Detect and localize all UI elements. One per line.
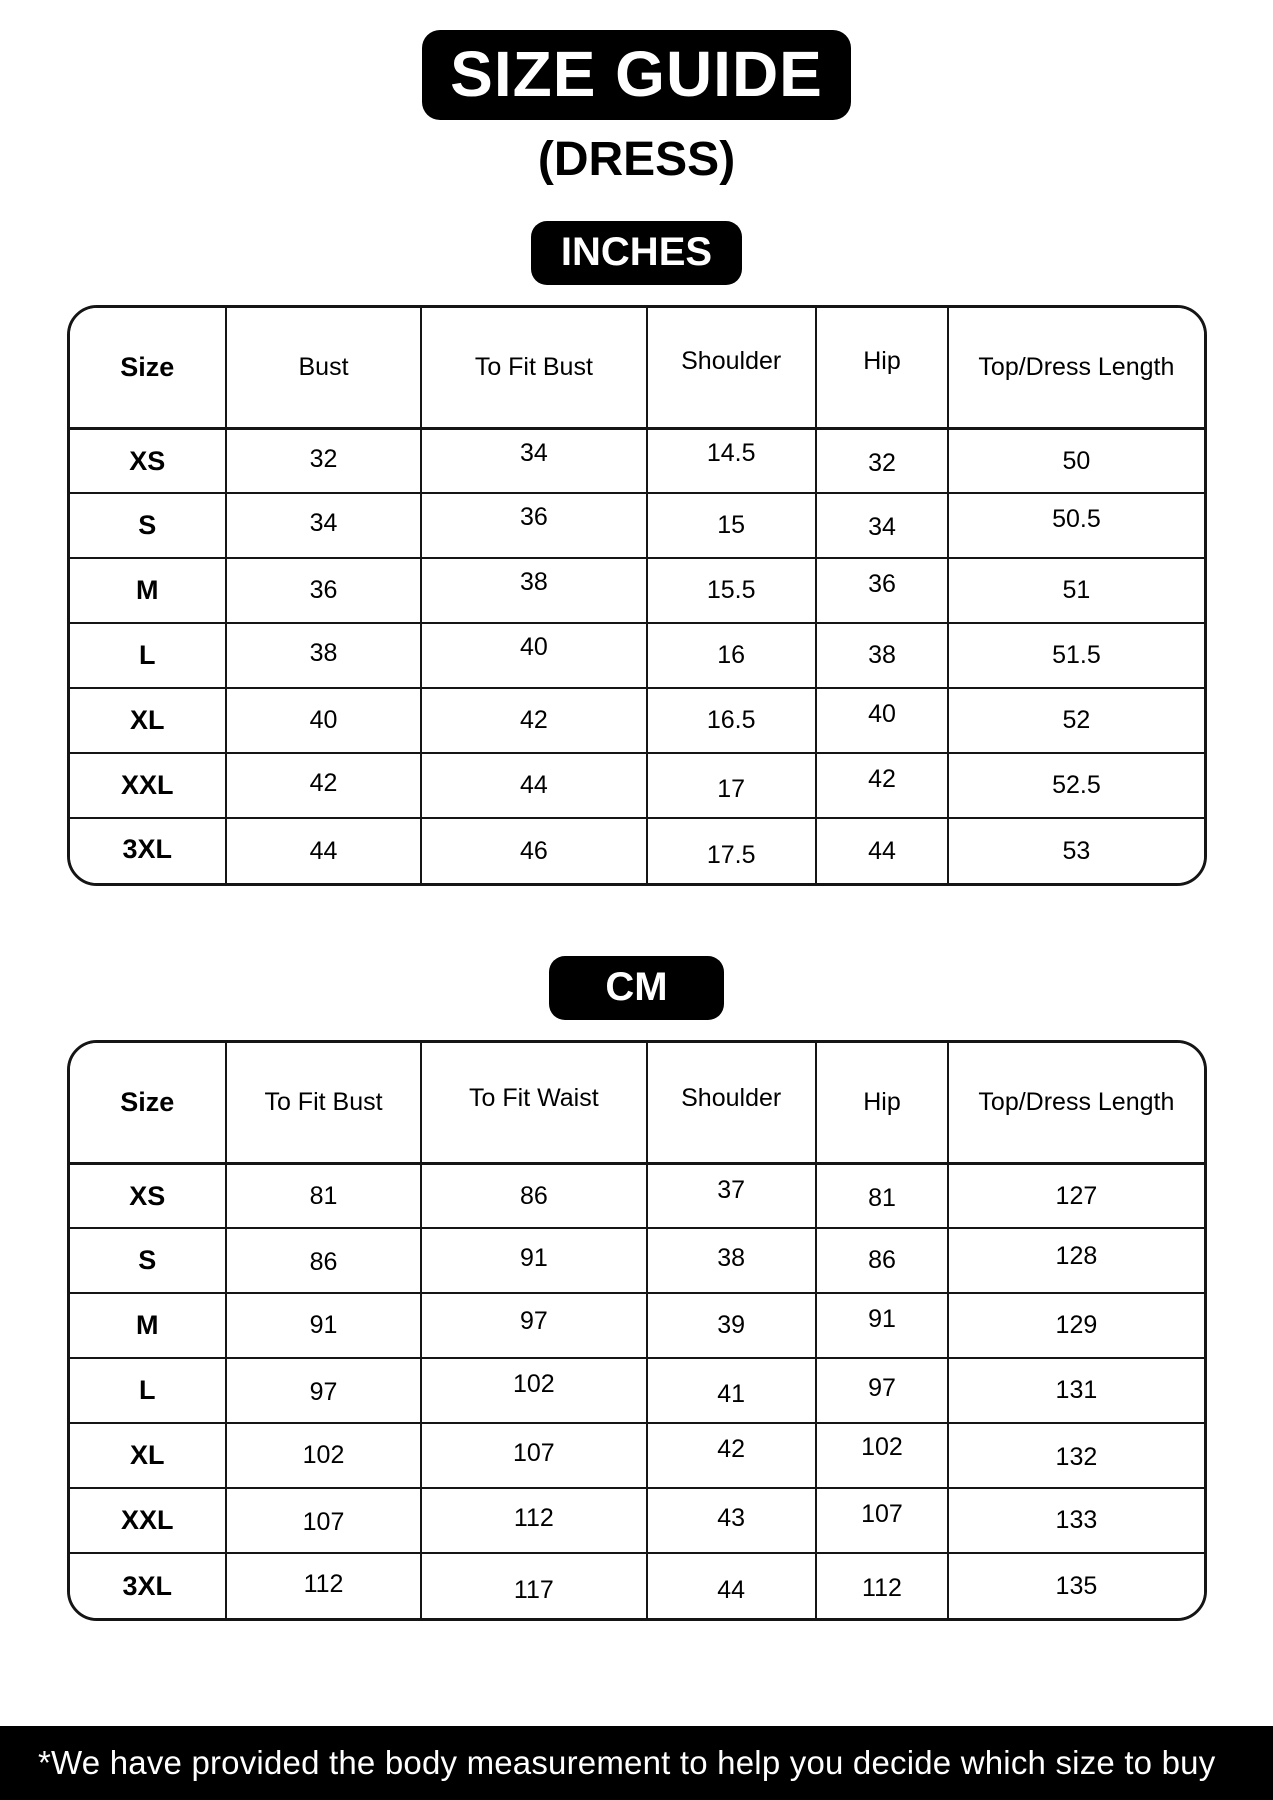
table-row xyxy=(70,1293,1204,1358)
value-cell xyxy=(421,753,647,818)
value-text: 52 xyxy=(1062,706,1091,735)
size-label-cell xyxy=(70,818,226,883)
value-text: 32 xyxy=(309,444,338,473)
size-label-cell xyxy=(70,1293,226,1358)
value-cell xyxy=(421,1163,647,1228)
value-text: 41 xyxy=(717,1380,746,1409)
value-text: 112 xyxy=(513,1504,554,1533)
value-text: 42 xyxy=(309,769,338,798)
table-row xyxy=(70,1488,1204,1553)
column-header-text: Hip xyxy=(863,347,901,376)
table-row xyxy=(70,1553,1204,1618)
value-cell xyxy=(816,623,949,688)
value-cell xyxy=(226,493,421,558)
value-cell xyxy=(226,1163,421,1228)
value-cell xyxy=(647,688,816,753)
value-text: 97 xyxy=(519,1307,548,1336)
value-cell xyxy=(948,493,1203,558)
column-header xyxy=(948,1043,1203,1163)
size-label-text: 3XL xyxy=(122,1570,172,1601)
value-cell xyxy=(816,558,949,623)
value-text: 42 xyxy=(868,765,896,794)
value-text: 97 xyxy=(309,1378,338,1407)
unit-badge-cm-text: CM xyxy=(605,965,668,1010)
value-cell xyxy=(948,1488,1203,1553)
column-header xyxy=(647,1043,816,1163)
table-row xyxy=(70,428,1204,493)
value-text: 44 xyxy=(309,836,338,865)
value-cell xyxy=(816,1163,949,1228)
value-cell xyxy=(816,428,949,493)
value-text: 36 xyxy=(519,503,548,532)
value-text: 102 xyxy=(513,1370,555,1399)
value-text: 34 xyxy=(519,438,548,467)
value-cell xyxy=(816,818,949,883)
value-cell xyxy=(421,818,647,883)
value-cell xyxy=(948,1163,1203,1228)
inches-section xyxy=(0,221,1273,886)
value-text: 51.5 xyxy=(1052,641,1101,670)
size-label-text: 3XL xyxy=(122,833,172,864)
value-cell xyxy=(816,1553,949,1618)
size-label-text: M xyxy=(135,575,159,606)
column-header-text: To Fit Bust xyxy=(264,1088,383,1117)
value-cell xyxy=(816,1228,949,1293)
garment-type-subtitle: (DRESS) xyxy=(537,133,736,187)
cm-section xyxy=(0,956,1273,1621)
header-row xyxy=(70,308,1204,428)
value-cell xyxy=(421,493,647,558)
size-label-cell xyxy=(70,753,226,818)
size-label-cell xyxy=(70,1488,226,1553)
size-label-cell xyxy=(70,493,226,558)
inches-table xyxy=(70,308,1204,883)
value-text: 86 xyxy=(309,1248,338,1277)
column-header xyxy=(226,1043,421,1163)
value-text: 15 xyxy=(717,511,746,540)
value-cell xyxy=(421,688,647,753)
column-header-text: Bust xyxy=(298,353,349,382)
table-row xyxy=(70,1163,1204,1228)
value-cell xyxy=(647,623,816,688)
value-cell xyxy=(421,558,647,623)
table-row xyxy=(70,1423,1204,1488)
column-header xyxy=(226,308,421,428)
value-text: 112 xyxy=(862,1573,902,1602)
value-cell xyxy=(647,1488,816,1553)
value-text: 16 xyxy=(717,641,746,670)
value-text: 38 xyxy=(519,568,548,597)
value-cell xyxy=(647,1358,816,1423)
value-text: 131 xyxy=(1055,1376,1098,1405)
table-row xyxy=(70,753,1204,818)
value-text: 86 xyxy=(868,1246,896,1275)
size-label-cell xyxy=(70,1358,226,1423)
column-header xyxy=(948,308,1203,428)
value-text: 107 xyxy=(861,1500,903,1529)
value-cell xyxy=(647,1553,816,1618)
value-cell xyxy=(226,818,421,883)
size-label-cell xyxy=(70,688,226,753)
table-row xyxy=(70,1358,1204,1423)
value-text: 14.5 xyxy=(706,438,756,467)
column-header-text: Shoulder xyxy=(681,347,782,376)
size-guide-title-badge xyxy=(422,30,851,120)
size-label-cell xyxy=(70,1553,226,1618)
size-label-cell xyxy=(70,1228,226,1293)
value-text: 102 xyxy=(861,1433,903,1462)
value-cell xyxy=(948,753,1203,818)
value-cell xyxy=(421,1488,647,1553)
value-text: 102 xyxy=(302,1441,345,1470)
table-row xyxy=(70,558,1204,623)
value-cell xyxy=(226,1228,421,1293)
value-cell xyxy=(647,1423,816,1488)
value-cell xyxy=(226,688,421,753)
value-text: 34 xyxy=(868,513,896,542)
value-cell xyxy=(421,1358,647,1423)
footer-note-bar xyxy=(0,1726,1273,1800)
column-header xyxy=(421,1043,647,1163)
column-header-text: To Fit Bust xyxy=(474,353,593,382)
value-cell xyxy=(226,558,421,623)
value-cell xyxy=(647,818,816,883)
value-text: 44 xyxy=(717,1575,746,1604)
column-header-size xyxy=(70,308,226,428)
size-label-cell xyxy=(70,558,226,623)
size-label-text: XL xyxy=(129,705,165,736)
value-cell xyxy=(816,493,949,558)
size-label-text: S xyxy=(138,1245,157,1276)
table-row xyxy=(70,818,1204,883)
value-cell xyxy=(226,1358,421,1423)
size-label-text: XS xyxy=(129,445,166,476)
value-cell xyxy=(948,558,1203,623)
value-text: 44 xyxy=(519,771,548,800)
value-cell xyxy=(816,1488,949,1553)
value-text: 91 xyxy=(868,1305,896,1334)
size-label-cell xyxy=(70,1163,226,1228)
cm-size-table xyxy=(67,1040,1207,1621)
value-text: 17.5 xyxy=(706,840,756,869)
column-header-text: Shoulder xyxy=(681,1084,782,1113)
cm-table xyxy=(70,1043,1204,1618)
value-cell xyxy=(421,1423,647,1488)
value-text: 40 xyxy=(519,633,548,662)
value-cell xyxy=(816,753,949,818)
value-cell xyxy=(647,493,816,558)
value-text: 43 xyxy=(717,1504,746,1533)
value-text: 38 xyxy=(717,1244,746,1273)
value-text: 97 xyxy=(868,1374,896,1403)
table-row xyxy=(70,688,1204,753)
value-text: 51 xyxy=(1062,576,1091,605)
value-text: 38 xyxy=(868,641,896,670)
value-text: 52.5 xyxy=(1052,771,1101,800)
footer-note-text: *We have provided the body measurement to help you decide which size to buy xyxy=(38,1744,1216,1781)
value-text: 42 xyxy=(717,1435,746,1464)
value-cell xyxy=(948,623,1203,688)
value-cell xyxy=(226,1423,421,1488)
value-text: 129 xyxy=(1055,1311,1098,1340)
value-cell xyxy=(948,428,1203,493)
value-text: 117 xyxy=(513,1575,554,1604)
value-text: 39 xyxy=(717,1311,746,1340)
size-label-text: S xyxy=(138,510,157,541)
value-cell xyxy=(421,1553,647,1618)
value-cell xyxy=(816,688,949,753)
value-text: 86 xyxy=(519,1181,548,1210)
value-cell xyxy=(647,753,816,818)
value-cell xyxy=(421,1293,647,1358)
column-header xyxy=(421,308,647,428)
value-text: 38 xyxy=(309,639,338,668)
size-label-text: XL xyxy=(129,1440,165,1471)
value-cell xyxy=(421,623,647,688)
value-cell xyxy=(226,428,421,493)
value-text: 132 xyxy=(1055,1443,1098,1472)
value-cell xyxy=(226,1488,421,1553)
value-cell xyxy=(226,1293,421,1358)
size-label-text: L xyxy=(138,1375,156,1406)
value-cell xyxy=(421,1228,647,1293)
size-label-text: M xyxy=(135,1310,159,1341)
value-cell xyxy=(948,1423,1203,1488)
column-header-text: Top/Dress Length xyxy=(978,353,1175,382)
value-cell xyxy=(647,1293,816,1358)
value-cell xyxy=(816,1293,949,1358)
value-cell xyxy=(226,753,421,818)
value-text: 46 xyxy=(519,836,548,865)
column-header xyxy=(816,1043,949,1163)
value-text: 50.5 xyxy=(1052,505,1101,534)
value-text: 53 xyxy=(1062,836,1091,865)
column-header-text: Hip xyxy=(863,1088,901,1117)
value-text: 91 xyxy=(309,1311,338,1340)
unit-badge-inches-text: INCHES xyxy=(560,230,713,275)
value-cell xyxy=(226,623,421,688)
size-label-text: XXL xyxy=(120,770,174,801)
value-text: 40 xyxy=(868,700,896,729)
size-label-text: XS xyxy=(129,1180,166,1211)
value-cell xyxy=(421,428,647,493)
column-header-size xyxy=(70,1043,226,1163)
column-header-text: To Fit Waist xyxy=(469,1084,599,1113)
value-text: 135 xyxy=(1055,1571,1098,1600)
value-cell xyxy=(816,1423,949,1488)
value-cell xyxy=(948,1293,1203,1358)
value-text: 36 xyxy=(868,570,896,599)
unit-badge-cm xyxy=(549,956,723,1020)
value-text: 107 xyxy=(302,1508,345,1537)
value-text: 40 xyxy=(309,706,338,735)
table-row xyxy=(70,1228,1204,1293)
value-cell xyxy=(647,1228,816,1293)
value-text: 37 xyxy=(717,1175,746,1204)
header-row xyxy=(70,1043,1204,1163)
value-text: 17 xyxy=(717,775,746,804)
size-guide-title-text: SIZE GUIDE xyxy=(450,38,823,110)
column-header-text: Size xyxy=(120,352,175,383)
size-label-cell xyxy=(70,623,226,688)
inches-size-table xyxy=(67,305,1207,886)
value-text: 133 xyxy=(1055,1506,1098,1535)
value-cell xyxy=(948,1553,1203,1618)
value-cell xyxy=(647,558,816,623)
value-text: 112 xyxy=(303,1569,344,1598)
value-text: 128 xyxy=(1055,1242,1098,1271)
value-text: 50 xyxy=(1062,446,1091,475)
value-text: 36 xyxy=(309,576,338,605)
value-cell xyxy=(948,1228,1203,1293)
value-text: 32 xyxy=(868,448,896,477)
size-label-cell xyxy=(70,428,226,493)
value-text: 44 xyxy=(868,836,896,865)
value-cell xyxy=(647,1163,816,1228)
value-cell xyxy=(948,1358,1203,1423)
value-text: 16.5 xyxy=(706,706,756,735)
value-text: 34 xyxy=(309,509,338,538)
value-cell xyxy=(816,1358,949,1423)
column-header-text: Top/Dress Length xyxy=(978,1088,1175,1117)
table-row xyxy=(70,493,1204,558)
value-text: 15.5 xyxy=(706,576,756,605)
value-cell xyxy=(948,818,1203,883)
value-text: 81 xyxy=(868,1183,896,1212)
value-text: 127 xyxy=(1055,1181,1098,1210)
unit-badge-inches xyxy=(531,221,742,285)
value-cell xyxy=(226,1553,421,1618)
size-label-text: L xyxy=(138,640,156,671)
value-text: 107 xyxy=(513,1439,555,1468)
column-header-text: Size xyxy=(120,1087,175,1118)
table-row xyxy=(70,623,1204,688)
value-cell xyxy=(948,688,1203,753)
column-header xyxy=(816,308,949,428)
size-label-cell xyxy=(70,1423,226,1488)
value-text: 81 xyxy=(309,1181,338,1210)
size-label-text: XXL xyxy=(120,1505,174,1536)
value-text: 91 xyxy=(519,1244,548,1273)
value-text: 42 xyxy=(519,706,548,735)
value-cell xyxy=(647,428,816,493)
column-header xyxy=(647,308,816,428)
